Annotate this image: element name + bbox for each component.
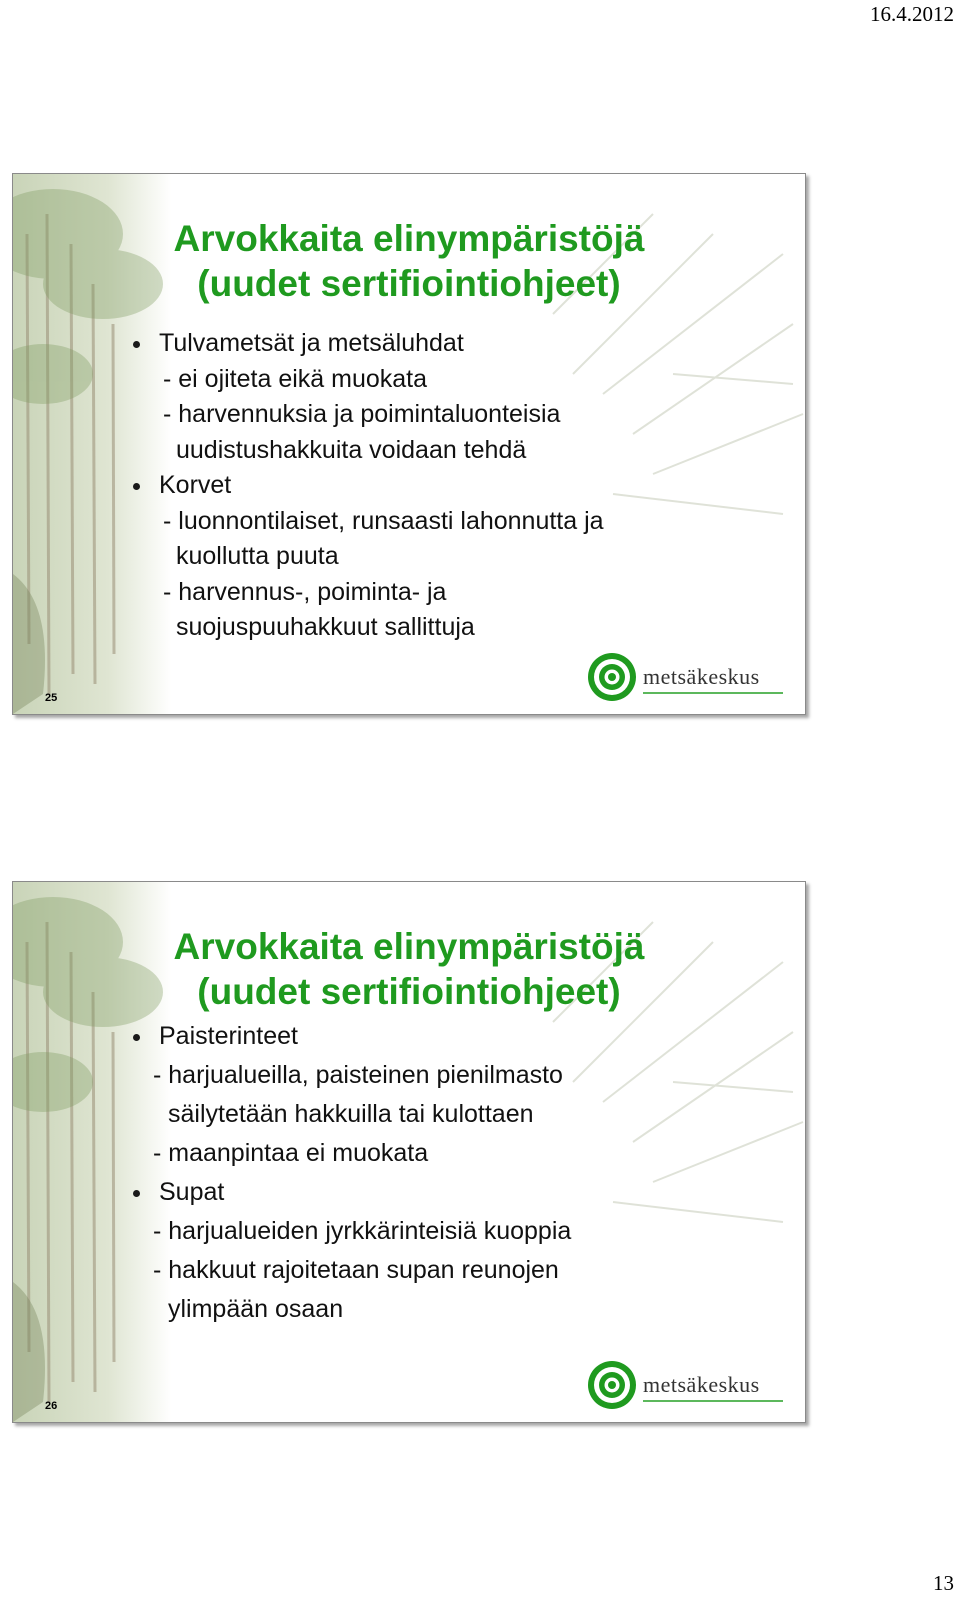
target-logo-icon (587, 1360, 637, 1410)
slide-title (13, 924, 805, 1014)
slide-26 (12, 881, 806, 1423)
bullet-subline: - maanpintaa ei muokata (153, 1139, 429, 1167)
bullet-icon (133, 483, 140, 490)
bullet-subline: - ei ojiteta eikä muokata (163, 364, 428, 393)
slide-number: 25 (45, 692, 58, 704)
bullet-subline: - luonnontilaiset, runsaasti lahonnutta ja (163, 506, 604, 535)
bullet-subline: - harvennuksia ja poimintaluonteisia (163, 400, 561, 428)
bullet-item (153, 1017, 571, 1173)
bullet-heading: Paisterinteet (159, 1022, 298, 1050)
bullet-subline: ylimpään osaan (168, 1295, 344, 1323)
slide-title-line-1: Arvokkaita elinympäristöjä (173, 218, 645, 259)
bullet-subline: - harjualueilla, paisteinen pienilmasto (153, 1061, 563, 1089)
logo-wordmark: metsäkeskus (643, 664, 760, 689)
bullet-subline: suojuspuuhakkuut sallittuja (176, 613, 475, 641)
logo-underline (643, 692, 783, 694)
bullet-item (153, 1173, 572, 1329)
page-number: 13 (933, 1571, 954, 1595)
slide-title-line-1: Arvokkaita elinympäristöjä (173, 926, 645, 967)
bullet-item (159, 468, 604, 646)
logo-wordmark: metsäkeskus (643, 1372, 760, 1397)
slide-bullet-list (159, 326, 604, 646)
page-date: 16.4.2012 (870, 2, 954, 26)
bullet-subline: säilytetään hakkuilla tai kulottaen (168, 1100, 534, 1128)
slide-title-line-2: (uudet sertifiointiohjeet) (197, 971, 621, 1012)
bullet-icon (133, 341, 140, 348)
slide-bullet-list (153, 1017, 572, 1329)
target-logo-icon (587, 652, 637, 702)
slide-25 (12, 173, 806, 715)
bullet-subline: - harvennus-, poiminta- ja (163, 577, 447, 606)
bullet-heading: Supat (159, 1178, 225, 1206)
slide-title (13, 216, 805, 306)
slide-number: 26 (45, 1400, 58, 1412)
logo-underline (643, 1400, 783, 1402)
bullet-icon (133, 1034, 140, 1041)
bullet-subline: - harjualueiden jyrkkärinteisiä kuoppia (153, 1217, 572, 1245)
metsakeskus-logo (587, 652, 787, 708)
bullet-subline: uudistushakkuita voidaan tehdä (176, 435, 527, 464)
bullet-heading: Korvet (159, 471, 232, 499)
bullet-subline: kuollutta puuta (176, 542, 339, 570)
bullet-heading: Tulvametsät ja metsäluhdat (159, 329, 464, 357)
bullet-icon (133, 1190, 140, 1197)
metsakeskus-logo (587, 1360, 787, 1416)
bullet-item (159, 326, 604, 468)
bullet-subline: - hakkuut rajoitetaan supan reunojen (153, 1256, 559, 1284)
slide-title-line-2: (uudet sertifiointiohjeet) (197, 263, 621, 304)
